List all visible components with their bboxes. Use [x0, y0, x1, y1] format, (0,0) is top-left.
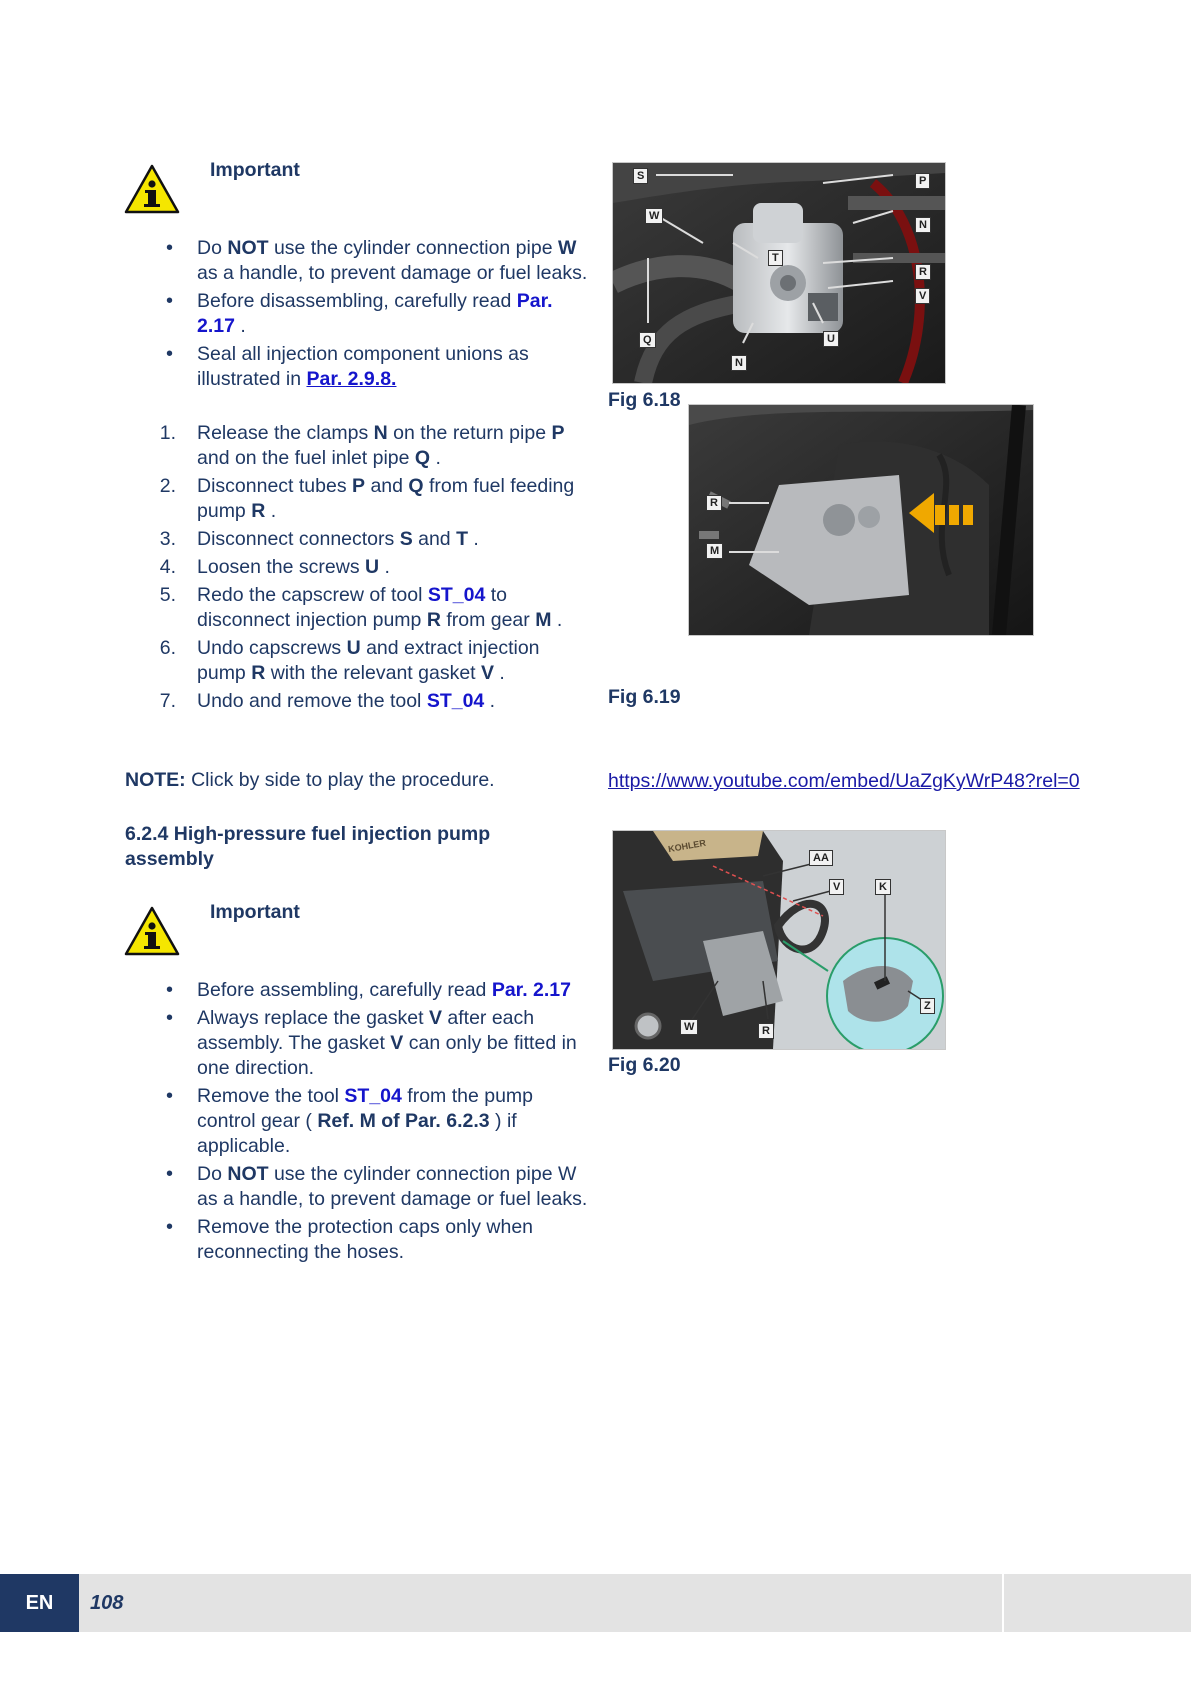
label-v: V	[915, 288, 930, 304]
text-run: Loosen the screws	[197, 556, 366, 578]
label-s: S	[633, 168, 648, 184]
bold-ref: Ref. M of Par. 6.2.3	[317, 1110, 490, 1132]
label-m: M	[706, 543, 723, 559]
bullet-item	[126, 1006, 596, 1081]
text-run: Undo and remove the tool	[197, 690, 427, 712]
text-run: can only be fitted in one direction.	[197, 1032, 577, 1079]
text-run: as a handle, to prevent damage or fuel leaks.	[197, 262, 588, 284]
text-run: and	[412, 528, 457, 550]
important-notice-2	[124, 900, 584, 960]
cross-ref-link[interactable]: Par. 2.9.8.	[306, 368, 397, 390]
figure-caption: Fig 6.19	[608, 686, 681, 708]
warning-info-icon	[124, 906, 180, 956]
step-number: 3.	[159, 528, 176, 550]
bullet-item	[126, 342, 592, 392]
bold-ref: U	[365, 556, 380, 578]
bold-ref: NOT	[227, 1163, 269, 1185]
text-run: ) if applicable.	[197, 1110, 517, 1157]
bullet-marker: •	[165, 1163, 173, 1185]
label-u: U	[823, 331, 839, 347]
text-run: .	[468, 528, 479, 550]
bullet-marker: •	[165, 237, 173, 259]
important-bullets-2	[126, 978, 596, 1268]
bullet-marker: •	[165, 290, 173, 312]
step-item	[126, 421, 592, 471]
figure-6-20-image	[612, 830, 946, 1050]
text-run: Disconnect connectors	[197, 528, 400, 550]
text-run: Remove the tool	[197, 1085, 345, 1107]
bullet-item	[126, 236, 592, 286]
label-v: V	[829, 879, 844, 895]
bullet-marker: •	[165, 1216, 173, 1238]
bold-ref: P	[352, 475, 366, 497]
bold-ref: S	[399, 528, 413, 550]
cross-ref-link[interactable]: ST_04	[427, 584, 486, 606]
figure-caption: Fig 6.18	[608, 389, 681, 411]
bullet-item	[126, 1162, 596, 1212]
step-number: 7.	[159, 690, 176, 712]
text-run: Always replace the gasket	[197, 1007, 429, 1029]
bold-ref: P	[551, 422, 565, 444]
footer-divider	[1002, 1574, 1004, 1632]
text-run: .	[494, 662, 505, 684]
cross-ref-link[interactable]: Par. 2.17	[197, 290, 553, 337]
text-run: Undo capscrews	[197, 637, 347, 659]
bold-ref: W	[557, 237, 577, 259]
bold-ref: R	[251, 500, 266, 522]
cross-ref-link[interactable]: ST_04	[426, 690, 485, 712]
text-run: .	[265, 500, 277, 522]
text-run: .	[551, 609, 563, 631]
step-number: 5.	[159, 584, 176, 606]
text-run: Do	[197, 237, 228, 259]
kohler-brand-text: KOHLER	[667, 837, 707, 855]
text-run: .	[484, 690, 496, 712]
step-item	[126, 636, 592, 686]
important-label: Important	[210, 159, 300, 181]
text-run: Release the clamps	[197, 422, 374, 444]
note	[125, 768, 595, 793]
step-item	[126, 583, 592, 633]
label-n: N	[915, 217, 931, 233]
text-run: Do	[197, 1163, 228, 1185]
label-z: Z	[920, 998, 935, 1014]
section-heading: 6.2.4 High-pressure fuel injection pump assembly	[125, 823, 491, 870]
warning-info-icon	[124, 164, 180, 214]
label-r: R	[758, 1023, 774, 1039]
bold-ref: NOT	[227, 237, 269, 259]
figure-6-18-image	[612, 162, 946, 384]
text-run: with the relevant gasket	[265, 662, 481, 684]
text-run: and extract injection pump	[197, 637, 540, 684]
text-run: after each assembly. The gasket	[197, 1007, 535, 1054]
note-text: Click by side to play the procedure.	[185, 769, 495, 791]
bullet-marker: •	[165, 1085, 173, 1107]
bold-ref: N	[373, 422, 388, 444]
bold-ref: Q	[414, 447, 431, 469]
important-notice-1	[124, 158, 584, 218]
step-number: 2.	[159, 475, 176, 497]
bold-ref: T	[456, 528, 468, 550]
bold-ref: R	[251, 662, 266, 684]
text-run: .	[430, 447, 441, 469]
text-run: Seal all injection component unions as illustrated in	[197, 343, 529, 390]
cross-ref-link[interactable]: ST_04	[344, 1085, 402, 1107]
text-run: on the return pipe	[387, 422, 552, 444]
label-w: W	[645, 208, 663, 224]
text-run: Disconnect tubes	[197, 475, 353, 497]
footer-bar	[0, 1574, 1191, 1632]
text-run: from the pump control gear (	[197, 1085, 534, 1132]
bullet-marker: •	[165, 979, 173, 1001]
label-aa: AA	[809, 850, 833, 866]
label-r: R	[915, 264, 931, 280]
bold-ref: R	[426, 609, 441, 631]
text-run: and	[365, 475, 409, 497]
bullet-item	[126, 1215, 596, 1265]
bold-ref: V	[390, 1032, 404, 1054]
bold-ref: M	[535, 609, 552, 631]
label-p: P	[915, 173, 930, 189]
text-run: and on the fuel inlet pipe	[197, 447, 415, 469]
label-q: Q	[639, 332, 656, 348]
step-number: 4.	[159, 556, 176, 578]
text-run: to disconnect injection pump	[197, 584, 508, 631]
figure-6-19-image	[688, 404, 1034, 636]
label-r: R	[706, 495, 722, 511]
bold-ref: V	[481, 662, 495, 684]
bullet-marker: •	[165, 1007, 173, 1029]
text-run: Before disassembling, carefully read	[197, 290, 517, 312]
text-run: from gear	[440, 609, 536, 631]
bullet-marker: •	[165, 343, 173, 365]
text-run: Remove the protection caps only when reconnecting the hoses.	[197, 1216, 534, 1263]
disassembly-steps	[126, 421, 592, 717]
step-item	[126, 474, 592, 524]
bold-ref: Q	[408, 475, 424, 497]
step-item	[126, 527, 592, 552]
page-number: 108	[90, 1592, 124, 1614]
text-run: from fuel feeding pump	[197, 475, 575, 522]
cross-ref-link[interactable]: Par. 2.17	[491, 979, 571, 1001]
step-number: 6.	[159, 637, 176, 659]
important-bullets-1	[126, 236, 592, 395]
text-run: .	[234, 315, 246, 337]
footer-language: EN	[0, 1574, 79, 1632]
bullet-item	[126, 978, 596, 1003]
figure-caption: Fig 6.20	[608, 1054, 681, 1076]
note-label: NOTE:	[125, 769, 186, 791]
step-number: 1.	[159, 422, 176, 444]
step-item	[126, 555, 592, 580]
step-item	[126, 689, 592, 714]
label-w: W	[680, 1019, 698, 1035]
text-run: Redo the capscrew of tool	[197, 584, 428, 606]
bold-ref: V	[428, 1007, 442, 1029]
text-run: .	[379, 556, 390, 578]
video-link[interactable]: https://www.youtube.com/embed/UaZgKyWrP48?rel=0	[608, 770, 1080, 792]
text-run: use the cylinder connection pipe W as a handle, to prevent damage or fuel leaks.	[197, 1163, 588, 1210]
text-run: Before assembling, carefully read	[197, 979, 492, 1001]
text-run: use the cylinder connection pipe	[268, 237, 558, 259]
important-label: Important	[210, 901, 300, 923]
label-n: N	[731, 355, 747, 371]
label-k: K	[875, 879, 891, 895]
bold-ref: U	[346, 637, 361, 659]
label-t: T	[768, 250, 783, 266]
bullet-item	[126, 1084, 596, 1159]
bullet-item	[126, 289, 592, 339]
